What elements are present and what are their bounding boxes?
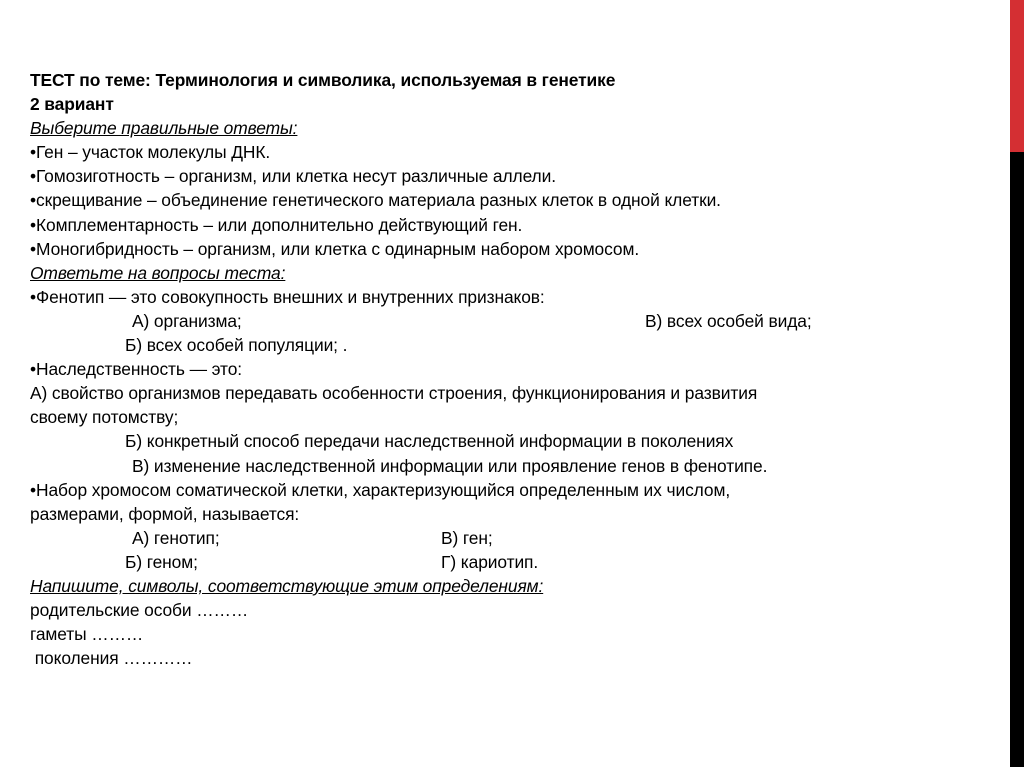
option-b: Б) всех особей популяции; .: [125, 335, 348, 356]
option-v: В) ген;: [441, 527, 493, 548]
variant-label: 2 вариант: [30, 94, 114, 115]
statement-item: •Комплементарность – или дополнительно действующий ген.: [30, 214, 523, 235]
option-a-line1: А) свойство организмов передавать особенности строения, функционирования и развития: [30, 383, 758, 404]
options-row: [30, 454, 930, 478]
option-v: В) изменение наследственной информации или проявление генов в фенотипе.: [132, 455, 768, 476]
symbol-item: поколения …………: [30, 648, 193, 669]
option-b: Б) геном;: [125, 551, 198, 572]
options-row: [30, 309, 930, 333]
option-g: Г) кариотип.: [441, 551, 539, 572]
symbol-item: гаметы ………: [30, 624, 144, 645]
options-row: [30, 526, 930, 550]
question-phenotype: •Фенотип — это совокупность внешних и внутренних признаков:: [30, 286, 545, 307]
statement-item: •Ген – участок молекулы ДНК.: [30, 142, 271, 163]
test-title: ТЕСТ по теме: Терминология и символика, используемая в генетике: [30, 70, 616, 90]
option-a: А) генотип;: [132, 527, 220, 548]
section-heading-symbols: Напишите, символы, соответствующие этим определениям:: [30, 575, 544, 596]
section-heading-choose: Выберите правильные ответы:: [30, 118, 298, 139]
statement-item: •скрещивание – объединение генетического материала разных клеток в одной клетки.: [30, 190, 721, 211]
section-heading-answer: Ответьте на вопросы теста:: [30, 262, 286, 283]
test-content: [30, 68, 930, 670]
options-row: [30, 333, 930, 357]
statement-item: •Гомозиготность – организм, или клетка несут различные аллели.: [30, 166, 556, 187]
option-b: Б) конкретный способ передачи наследственной информации в поколениях: [125, 431, 734, 452]
option-v: В) всех особей вида;: [645, 310, 812, 331]
question-heredity: •Наследственность — это:: [30, 359, 242, 380]
symbol-item: родительские особи ………: [30, 600, 249, 621]
option-a-line2: своему потомству;: [30, 407, 179, 428]
question-karyotype-line1: •Набор хромосом соматической клетки, характеризующийся определенным их числом,: [30, 479, 731, 500]
statement-item: •Моногибридность – организм, или клетка с одинарным набором хромосом.: [30, 238, 640, 259]
options-row: [30, 550, 930, 574]
accent-bar-red-segment: [1010, 0, 1024, 152]
question-karyotype-line2: размерами, формой, называется:: [30, 503, 300, 524]
option-a: А) организма;: [132, 310, 242, 331]
options-row: [30, 429, 930, 453]
accent-bar: [1010, 0, 1024, 767]
